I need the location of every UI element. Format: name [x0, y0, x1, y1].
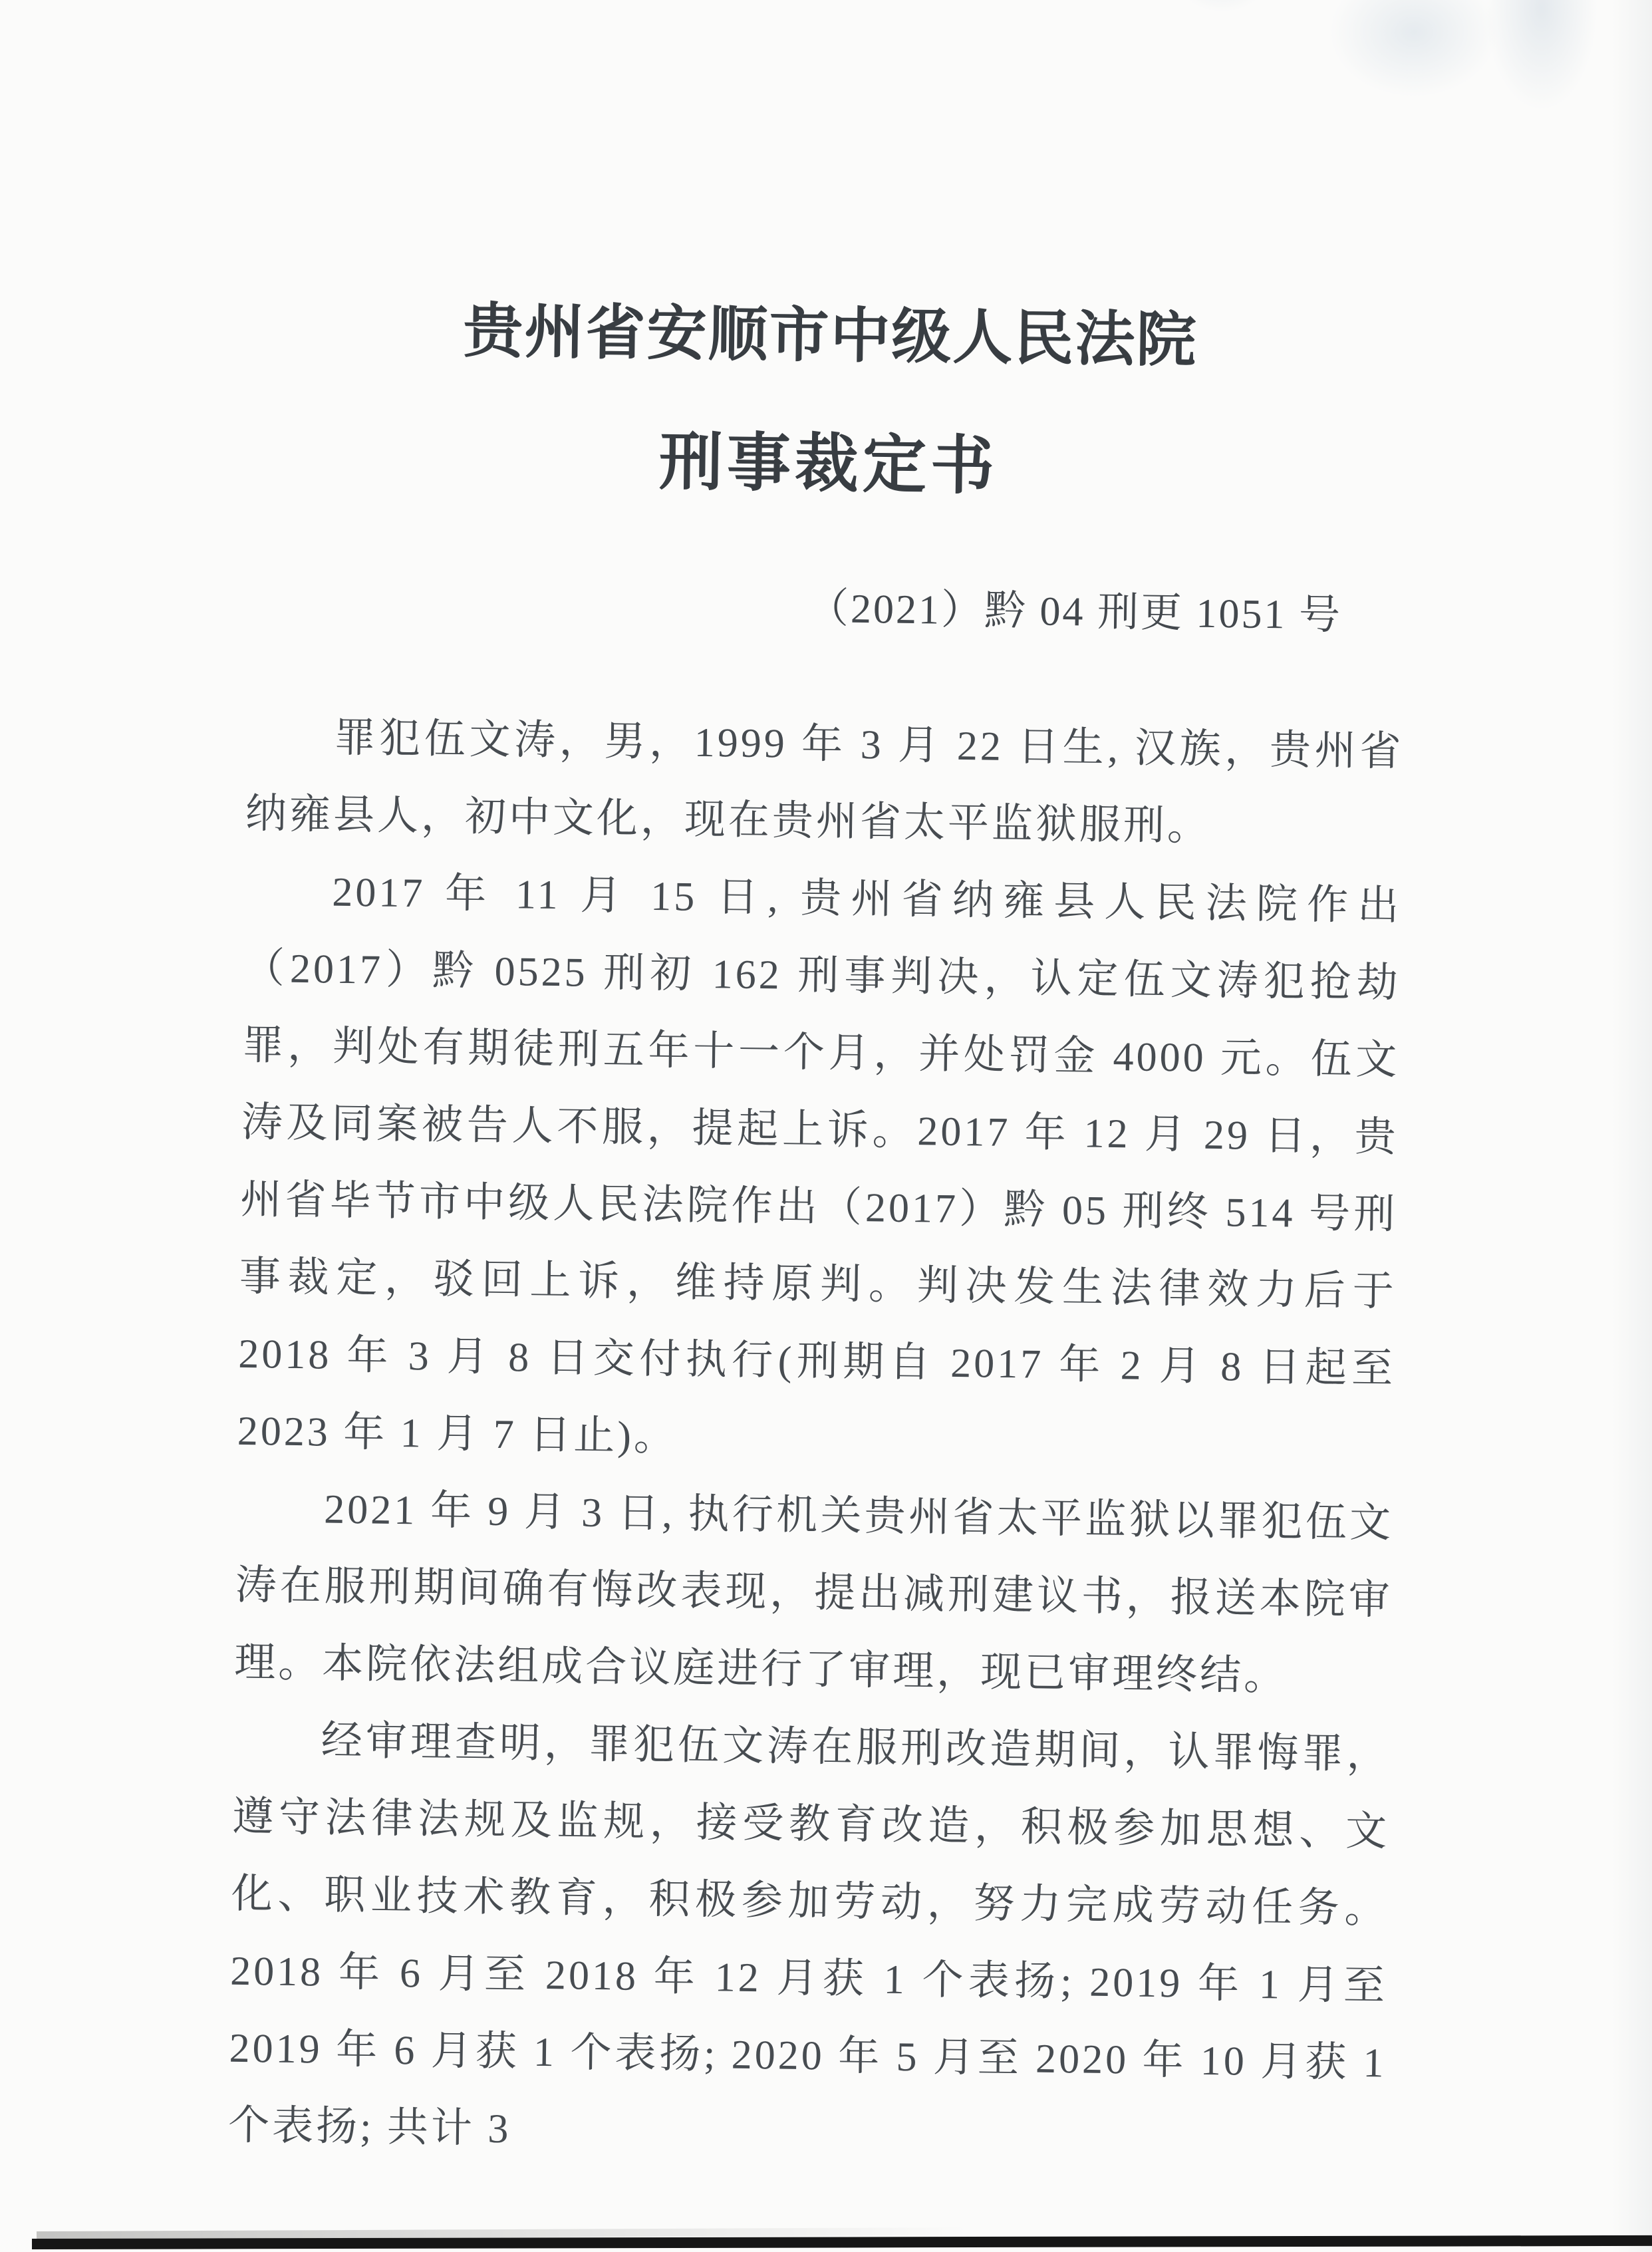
body-paragraph: 2017 年 11 月 15 日, 贵州省纳雍县人民法院作出（2017）黔 0525 刑初 162 刑事判决，认定伍文涛犯抢劫罪，判处有期徒刑五年十一个月，并处罚金 4000 元。伍文涛及同案被告人不服，提起上诉。2017 年 12 月 29 日，贵州省毕节市中级人民法院作出（2017）黔 05 刑终 514 号刑事裁定，驳回上诉，维持原判。判决发生法律效力后于 2018 年 3 月 8 日交付执行(刑期自 2017 年 2 月 8 日起至 2023 年 1 月 7 日止)。: [237, 869, 1402, 1460]
document-body: [227, 698, 1404, 2180]
court-name-title: 贵州省安顺市中级人民法院: [462, 299, 1198, 374]
body-paragraph: 罪犯伍文涛，男，1999 年 3 月 22 日生, 汉族，贵州省纳雍县人，初中文化，现在贵州省太平监狱服刑。: [245, 715, 1404, 849]
document-type-title: 刑事裁定书: [658, 426, 999, 502]
body-paragraph: 经审理查明，罪犯伍文涛在服刑改造期间，认罪悔罪，遵守法律法规及监规，接受教育改造，积极参加思想、文化、职业技术教育，积极参加劳动，努力完成劳动任务。2018 年 6 月至 2018 年 12 月获 1 个表扬; 2019 年 1 月至 2019 年 6 月获 1 个表扬; 2020 年 5 月至 2020 年 10 月获 1 个表扬; 共计 3: [227, 1718, 1391, 2152]
scan-edge-shading: [1612, 0, 1652, 2252]
document-content: [227, 0, 1413, 2252]
body-paragraph: 2021 年 9 月 3 日, 执行机关贵州省太平监狱以罪犯伍文涛在服刑期间确有悔改表现，提出减刑建议书，报送本院审理。本院依法组成合议庭进行了审理，现已审理终结。: [233, 1486, 1394, 1699]
case-number: （2021）黔 04 刑更 1051 号: [807, 585, 1343, 638]
